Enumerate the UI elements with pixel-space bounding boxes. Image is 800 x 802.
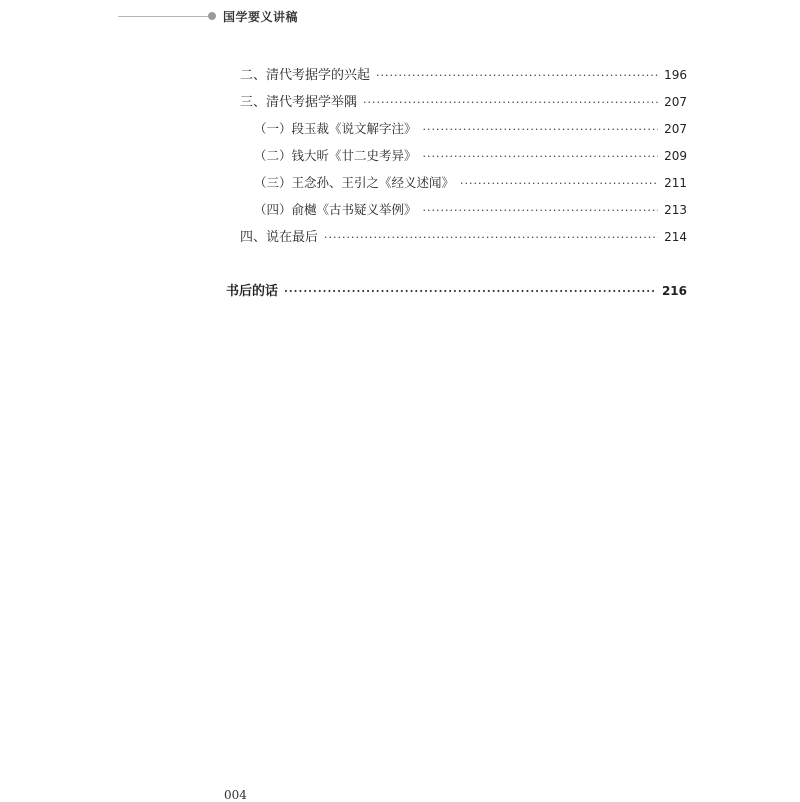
toc-entry[interactable] bbox=[254, 201, 687, 219]
toc-leader-dots bbox=[460, 175, 658, 193]
running-header-title: 国学要义讲稿 bbox=[223, 10, 299, 24]
toc-entry-page: 196 bbox=[664, 68, 687, 82]
toc-entry[interactable] bbox=[240, 228, 687, 246]
toc-leader-dots bbox=[324, 229, 658, 247]
toc-entry-title: （二）钱大昕《廿二史考异》 bbox=[254, 148, 417, 163]
toc-entry-page: 216 bbox=[661, 284, 687, 298]
toc-entry-page: 211 bbox=[664, 176, 687, 190]
toc-entry[interactable] bbox=[240, 66, 687, 84]
toc-leader-dots bbox=[423, 121, 659, 139]
page-number: 004 bbox=[224, 788, 247, 802]
toc-entry-title: （一）段玉裁《说文解字注》 bbox=[254, 121, 417, 136]
toc-entry-page: 207 bbox=[664, 95, 687, 109]
toc-entry[interactable] bbox=[254, 120, 687, 138]
header-rule bbox=[118, 16, 210, 17]
toc-entry-title: （三）王念孙、王引之《经义述闻》 bbox=[254, 175, 455, 190]
header-bullet-icon bbox=[208, 12, 216, 20]
toc-entry-title: （四）俞樾《古书疑义举例》 bbox=[254, 202, 417, 217]
toc-entry[interactable] bbox=[240, 93, 687, 111]
toc-leader-dots bbox=[376, 67, 658, 85]
toc-leader-dots bbox=[284, 283, 656, 301]
toc-entry[interactable] bbox=[226, 282, 687, 300]
toc-entry-page: 207 bbox=[664, 122, 687, 136]
toc-entry-title: 四、说在最后 bbox=[240, 230, 319, 245]
toc-leader-dots bbox=[363, 94, 658, 112]
toc-leader-dots bbox=[423, 148, 659, 166]
toc-entry[interactable] bbox=[254, 174, 687, 192]
toc-entry-title: 二、清代考据学的兴起 bbox=[240, 68, 371, 83]
toc-entry-page: 209 bbox=[664, 149, 687, 163]
toc-entry-page: 213 bbox=[664, 203, 687, 217]
toc-entry-title: 书后的话 bbox=[226, 284, 279, 299]
toc-entry-title: 三、清代考据学举隅 bbox=[240, 95, 358, 110]
toc-entry-page: 214 bbox=[664, 230, 687, 244]
toc-leader-dots bbox=[423, 202, 659, 220]
toc-entry[interactable] bbox=[254, 147, 687, 165]
